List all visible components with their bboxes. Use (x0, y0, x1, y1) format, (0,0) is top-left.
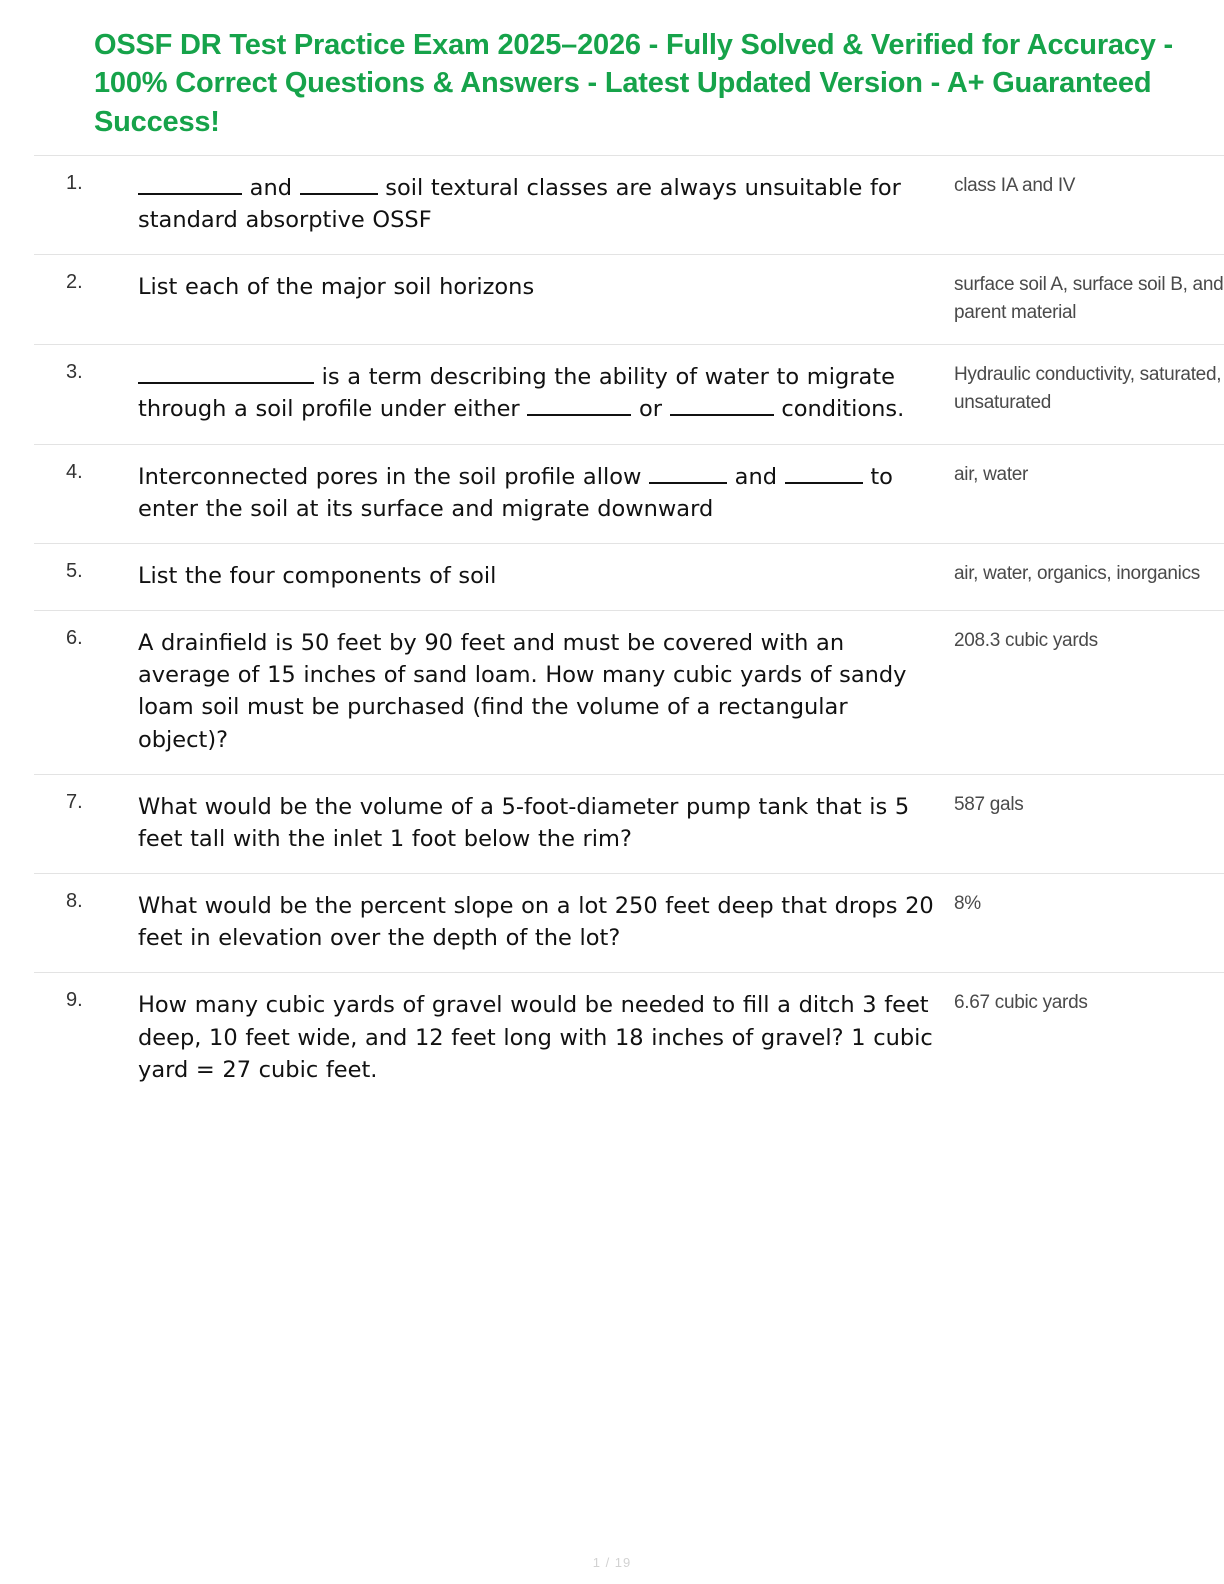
question-number: 9. (34, 973, 138, 1104)
page-number: 1 / 19 (592, 1555, 632, 1570)
question-text: Interconnected pores in the soil profile allow and to enter the soil at its surface and migrate downward (138, 444, 948, 543)
answer-text: Hydraulic conductivity, saturated, unsaturated (948, 345, 1224, 444)
question-number: 3. (34, 345, 138, 444)
table-row (34, 874, 1224, 973)
answer-text: class IA and IV (948, 155, 1224, 254)
question-text: is a term describing the ability of water to migrate through a soil profile under either or conditions. (138, 345, 948, 444)
answer-text: 208.3 cubic yards (948, 611, 1224, 775)
fill-blank (527, 414, 631, 416)
answer-text: air, water (948, 444, 1224, 543)
fill-blank (300, 193, 378, 195)
question-text: What would be the percent slope on a lot 250 feet deep that drops 20 feet in elevation over the depth of the lot? (138, 874, 948, 973)
table-row (34, 345, 1224, 444)
answer-text: surface soil A, surface soil B, and parent material (948, 255, 1224, 345)
table-row (34, 774, 1224, 873)
question-number: 5. (34, 543, 138, 610)
table-row (34, 155, 1224, 254)
question-text: and soil textural classes are always unsuitable for standard absorptive OSSF (138, 155, 948, 254)
question-number: 2. (34, 255, 138, 345)
table-row (34, 255, 1224, 345)
question-number: 7. (34, 774, 138, 873)
question-number: 4. (34, 444, 138, 543)
fill-blank (670, 414, 774, 416)
answer-text: 6.67 cubic yards (948, 973, 1224, 1104)
answer-text: 8% (948, 874, 1224, 973)
answer-text: air, water, organics, inorganics (948, 543, 1224, 610)
fill-blank (649, 482, 727, 484)
page-title: OSSF DR Test Practice Exam 2025–2026 - Fully Solved & Verified for Accuracy - 100% Correct Questions & Answers - Latest Updated Version - A+ Guaranteed Success! (94, 29, 1174, 138)
table-row (34, 611, 1224, 775)
table-row (34, 444, 1224, 543)
fill-blank (138, 193, 242, 195)
question-text: List the four components of soil (138, 543, 948, 610)
answer-text: 587 gals (948, 774, 1224, 873)
fill-blank (785, 482, 863, 484)
table-row (34, 543, 1224, 610)
question-text: How many cubic yards of gravel would be needed to fill a ditch 3 feet deep, 10 feet wide, and 12 feet long with 18 inches of gravel? 1 cubic yard = 27 cubic feet. (138, 973, 948, 1104)
question-number: 8. (34, 874, 138, 973)
table-row (34, 973, 1224, 1104)
question-text: What would be the volume of a 5-foot-diameter pump tank that is 5 feet tall with the inlet 1 foot below the rim? (138, 774, 948, 873)
question-text: List each of the major soil horizons (138, 255, 948, 345)
question-number: 1. (34, 155, 138, 254)
fill-blank (138, 382, 314, 384)
question-text: A drainfield is 50 feet by 90 feet and must be covered with an average of 15 inches of sand loam. How many cubic yards of sandy loam soil must be purchased (find the volume of a rectangular object)? (138, 611, 948, 775)
question-answer-table (34, 155, 1224, 1104)
question-number: 6. (34, 611, 138, 775)
